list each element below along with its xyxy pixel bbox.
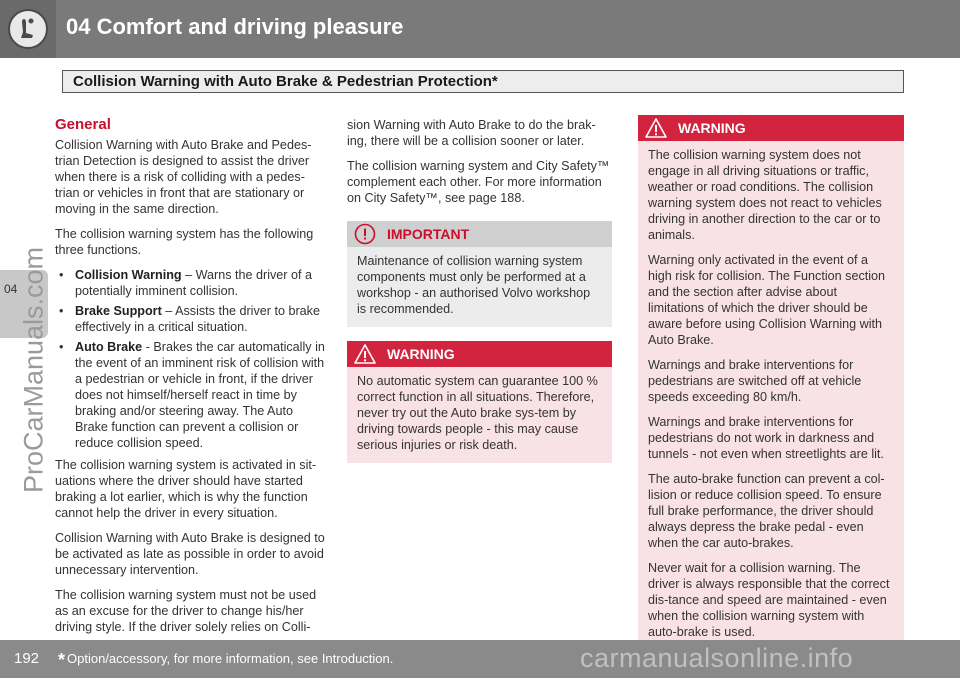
warning-body bbox=[638, 141, 904, 650]
paragraph: sion Warning with Auto Brake to do the brak-ing, there will be a collision sooner or later. bbox=[347, 118, 596, 148]
list-item-text bbox=[75, 267, 325, 299]
list-item-desc: – Assists the driver to brake effectively in a critical situation. bbox=[75, 304, 320, 334]
paragraph: The collision warning system and City Safety™ complement each other. For more information on City Safety™, see page 188. bbox=[347, 159, 610, 205]
warning-paragraph: The auto-brake function can prevent a col-lision or reduce collision speed. To ensure full brake performance, the driver should always depress the brake pedal - even when the car auto-brakes. bbox=[648, 472, 885, 550]
side-watermark bbox=[14, 220, 54, 520]
important-body bbox=[347, 247, 612, 327]
warning-paragraph: The collision warning system does not engage in all driving situations or traffic, weather or road conditions. The collision warning system does not react to vehicles driving in another direction to the car or to animals. bbox=[648, 148, 882, 242]
warning-paragraph: Warnings and brake interventions for pedestrians are switched off at vehicle speeds exceeding 80 km/h. bbox=[648, 358, 862, 404]
function-list bbox=[55, 267, 325, 451]
footnote bbox=[58, 650, 393, 671]
list-item-desc: – Warns the driver of a potentially imminent collision. bbox=[75, 268, 312, 298]
page-number: 192 bbox=[14, 650, 40, 667]
footer-watermark: carmanualsonline.info bbox=[580, 643, 854, 673]
footnote-star: * bbox=[58, 650, 66, 670]
section-title: Collision Warning with Auto Brake & Pedestrian Protection* bbox=[73, 73, 498, 90]
list-item-desc: - Brakes the car automatically in the event of an imminent risk of collision with a pedestrian or vehicle in front, if the driver does not himself/herself react in time by braking and/or steering away. The Auto Brake function can prevent a collision or reduce collision speed. bbox=[75, 340, 325, 450]
column-right bbox=[638, 115, 904, 650]
list-item-text bbox=[75, 303, 325, 335]
warning-box-large bbox=[638, 115, 904, 650]
list-item bbox=[55, 303, 325, 335]
bullet-icon: • bbox=[59, 340, 64, 354]
bullet-icon: • bbox=[59, 268, 64, 282]
side-watermark-text: ProCarManuals.com bbox=[18, 246, 49, 494]
warning-paragraph: Never wait for a collision warning. The driver is always responsible that the correct dis-tance and speed are maintained - even when the collision warning system with auto-brake is used. bbox=[648, 561, 890, 639]
warning-title: WARNING bbox=[387, 346, 455, 362]
paragraph: The collision warning system has the following three functions. bbox=[55, 227, 314, 257]
warning-body bbox=[347, 367, 612, 463]
chapter-icon-box bbox=[0, 0, 56, 58]
list-item-text bbox=[75, 339, 325, 451]
chapter-title: 04 Comfort and driving pleasure bbox=[66, 14, 404, 39]
warning-box bbox=[347, 341, 612, 463]
bullet-icon: • bbox=[59, 304, 64, 318]
important-title: IMPORTANT bbox=[387, 226, 470, 242]
warning-title: WARNING bbox=[678, 120, 746, 136]
paragraph: Collision Warning with Auto Brake and Pedes-trian Detection is designed to assist the driver when there is a risk of colliding with a pedes-trian or vehicles in front that are stationary or moving in the same direction. bbox=[55, 138, 312, 216]
warning-paragraph: Warnings and brake interventions for pedestrians do not work in darkness and tunnels - not even when streetlights are lit. bbox=[648, 415, 884, 461]
page-footer bbox=[0, 640, 960, 678]
chapter-tab-label: 04 bbox=[4, 282, 18, 296]
list-item-term: Collision Warning bbox=[75, 268, 182, 282]
list-item bbox=[55, 339, 325, 451]
important-text: Maintenance of collision warning system components must only be performed at a workshop - an authorised Volvo workshop is recommended. bbox=[357, 254, 591, 316]
paragraph: The collision warning system must not be used as an excuse for the driver to change his/her driving style. If the driver solely relies on Colli- bbox=[55, 588, 317, 634]
important-header bbox=[347, 221, 612, 247]
paragraph: The collision warning system is activated in sit-uations where the driver should have started braking a lot earlier, which is why the function cannot help the driver in every situation. bbox=[55, 458, 317, 520]
seat-icon bbox=[8, 9, 48, 49]
paragraph: Collision Warning with Auto Brake is designed to be activated as late as possible in order to avoid unnecessary intervention. bbox=[55, 531, 325, 577]
column-left bbox=[55, 117, 325, 644]
exclamation-circle-icon bbox=[353, 223, 377, 245]
list-item bbox=[55, 267, 325, 299]
warning-triangle-icon bbox=[353, 343, 377, 365]
spacer bbox=[347, 327, 612, 341]
section-title-box bbox=[62, 70, 904, 93]
important-box bbox=[347, 221, 612, 327]
list-item-term: Brake Support bbox=[75, 304, 162, 318]
warning-text: No automatic system can guarantee 100 % correct function in all situations. Therefore, never try out the Auto brake sys-tem by driving towards people - this may cause serious injuries or risk death. bbox=[357, 374, 598, 452]
warning-triangle-icon bbox=[644, 117, 668, 139]
warning-header bbox=[347, 341, 612, 367]
chapter-header bbox=[0, 0, 960, 58]
warning-header bbox=[638, 115, 904, 141]
list-item-term: Auto Brake bbox=[75, 340, 143, 354]
warning-paragraph: Warning only activated in the event of a high risk for collision. The Function section and the section after advise about limitations of which the driver should be aware before using Collision Warning with Auto Brake. bbox=[648, 253, 886, 347]
column-middle bbox=[347, 117, 612, 463]
footnote-text: Option/accessory, for more information, see Introduction. bbox=[67, 651, 394, 666]
general-heading: General bbox=[55, 116, 111, 133]
